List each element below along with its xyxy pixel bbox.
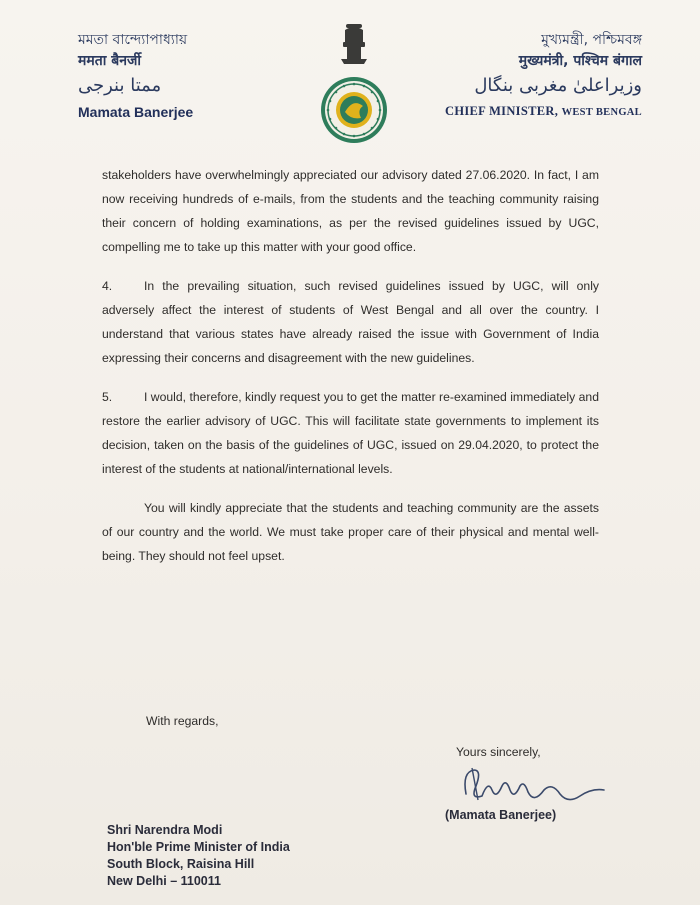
signatory-name: (Mamata Banerjee) <box>445 808 557 822</box>
english-name: Mamata Banerjee <box>78 104 194 120</box>
paragraph-text: I would, therefore, kindly request you to get the matter re-examined immediately and restore the earlier advisory of UGC. This will facilitate state governments to implement its decision, taken on the basis of the guidelines of UGC, issued on 29.04.2020, to protect the interest of the students at national/international levels. <box>102 390 599 476</box>
state-emblem-icon <box>309 22 399 146</box>
urdu-name: ممتا بنرجی <box>78 75 162 96</box>
addressee-city: New Delhi – 110011 <box>107 874 221 888</box>
paragraph-closing: You will kindly appreciate that the students and teaching community are the assets of our country and the world. We must take proper care of their physical and mental well-being. They should not feel upset. <box>102 501 599 563</box>
paragraph-4 <box>102 274 599 370</box>
letterhead-left <box>78 30 193 120</box>
yours-sincerely: Yours sincerely, <box>456 745 541 759</box>
bengali-title: মুখ্যমন্ত্রী, পশ্চিমবঙ্গ <box>541 32 642 48</box>
english-title-state: WEST BENGAL <box>561 107 642 118</box>
urdu-title: وزیراعلیٰ مغربی بنگال <box>474 75 642 96</box>
regards-line: With regards, <box>146 714 219 728</box>
paragraph-number: 5. <box>102 390 113 404</box>
english-title <box>445 104 642 119</box>
addressee-address: South Block, Raisina Hill <box>107 857 255 871</box>
hindi-name: ममता बैनर्जी <box>78 53 142 69</box>
paragraph-number: 4. <box>102 279 113 293</box>
addressee-name: Shri Narendra Modi <box>107 823 223 837</box>
handwritten-signature-icon <box>452 760 622 812</box>
paragraph-5 <box>102 385 599 481</box>
addressee-title: Hon'ble Prime Minister of India <box>107 840 290 854</box>
hindi-title: मुख्यमंत्री, पश्चिम बंगाल <box>518 53 642 69</box>
english-title-main: CHIEF MINISTER, <box>445 104 559 118</box>
letterhead-right <box>445 30 642 119</box>
paragraph-text: In the prevailing situation, such revised guidelines issued by UGC, will only adversely affect the interest of students of West Bengal and all over the country. I understand that various states have already raised the issue with Government of India expressing their concerns and disagreement with the new guidelines. <box>102 279 599 365</box>
letter-body <box>102 163 599 583</box>
bengali-name: মমতা বান্দ্যোপাধ্যায় <box>78 32 188 48</box>
addressee-block <box>107 822 290 890</box>
paragraph-continuation: stakeholders have overwhelmingly appreciated our advisory dated 27.06.2020. In fact, I am now receiving hundreds of e-mails, from the students and the teaching community raising their concern of holding examinations, as per the revised guidelines issued by UGC, compelling me to take up this matter with your good office. <box>102 168 599 254</box>
